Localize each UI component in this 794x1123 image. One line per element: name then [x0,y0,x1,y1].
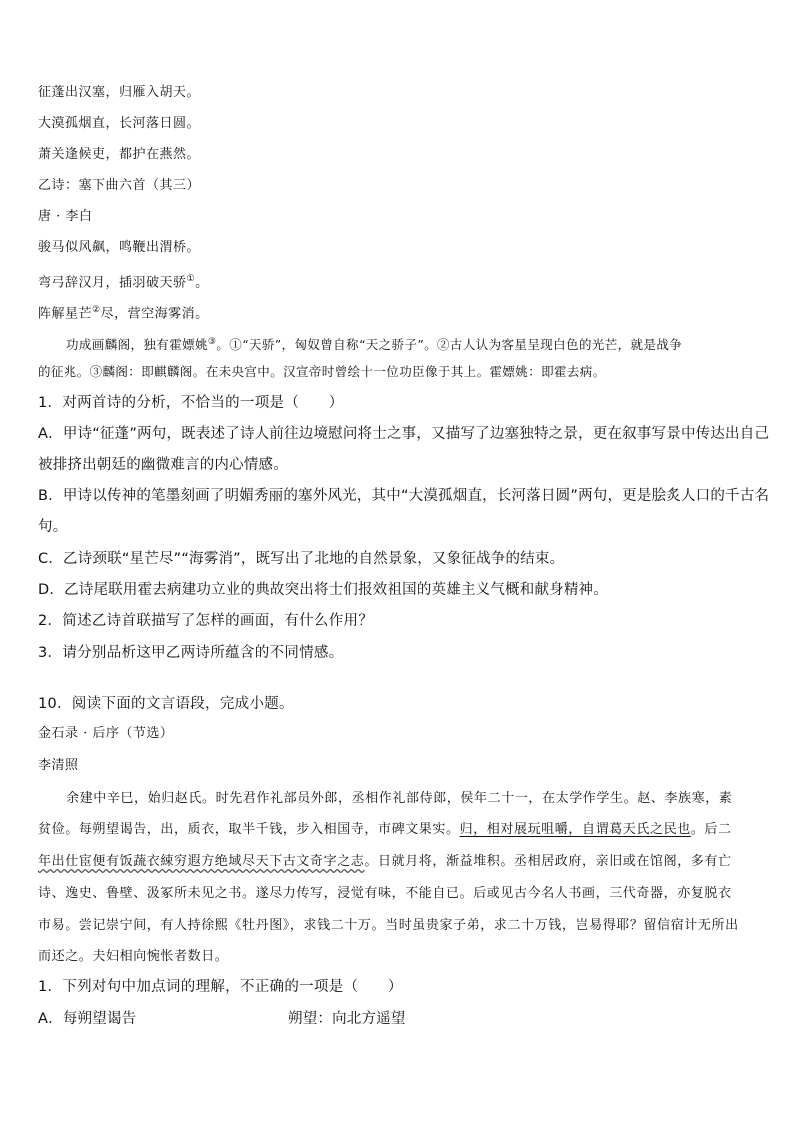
poem-yi-author: 唐 · 李白 [38,209,93,224]
poem-yi-line-3 [38,301,209,323]
passage-line-1: 余建中辛巳，始归赵氏。时先君作礼部员外郎，丞相作礼部侍郎，侯年二十一，在太学作学生。赵、李族寒，素 [66,791,733,806]
wavy-underlined-sentence: 年出仕宦便有饭蔬衣綀穷遐方绝域尽天下古文奇字之志 [38,854,365,869]
question-9-1: 1．对两首诗的分析，不恰当的一项是（ ） [38,395,344,411]
passage-line-4: 诗、逸史、鲁壁、汲冢所未见之书。遂尽力传写，浸觉有味，不能自已。后或见古今名人书画，三代奇器，亦复脱衣 [38,886,732,901]
poem-jia-line-3: 萧关逢候吏，都护在燕然。 [38,147,201,162]
option-a-gloss: 朔望：向北方遥望 [288,1011,406,1027]
poem-yi-line-3-a: 阵解星芒 [38,306,93,322]
option-b-line-2: 句。 [38,519,68,535]
question-10-1-option-a [38,1010,406,1028]
option-d: D．乙诗尾联用霍去病建功立业的典故突出将士们报效祖国的英雄主义气概和献身精神。 [38,582,608,598]
poem-jia-line-1: 征蓬出汉塞，归雁入胡天。 [38,85,201,100]
passage-line-2 [38,821,732,839]
option-b-line-1: B．甲诗以传神的笔墨刻画了明媚秀丽的塞外风光，其中“大漠孤烟直，长河落日圆”两句，更是脍炙人口的千古名 [38,488,770,504]
section-10-author: 李清照 [38,758,79,773]
question-10-1: 1．下列对句中加点词的理解，不正确的一项是（ ） [38,979,403,995]
footnote-mark-2: ② [92,305,101,315]
poem-yi-line-4-with-notes [66,333,682,354]
poem-yi-line-3-b: 尽，营空海雾消。 [100,306,209,322]
section-10-heading: 10．阅读下面的文言语段，完成小题。 [38,696,294,712]
poem-yi-line-2-text: 弯弓辞汉月，插羽破天骄 [38,275,187,291]
underlined-sentence: 归，相对展玩咀嚼，自谓葛天氏之民也 [459,822,691,837]
poem-jia-line-2: 大漠孤烟直，长河落日圆。 [38,116,201,131]
passage-line-2-a: 贫俭。每朔望谒告，出，质衣，取半千钱，步入相国寺，市碑文果实。 [38,822,460,837]
section-10-title: 金石录 · 后序（节选） [38,726,174,741]
poem-yi-line-1: 骏马似风飙，鸣鞭出渭桥。 [38,240,201,255]
passage-line-3-b: 。日就月将，渐益堆积。丞相居政府，亲旧或在馆阁，多有亡 [364,854,732,869]
poem-yi-line-4-a: 功成画麟阁，独有霍嫖姚 [66,337,208,353]
question-9-3: 3．请分别品析这甲乙两诗所蕴含的不同情感。 [38,645,344,661]
passage-line-3 [38,853,732,871]
poem-yi-line-2 [38,270,209,292]
footnote-mark-1: ① [186,274,196,284]
footnote-mark-3: ③ [207,337,217,347]
option-a-line-1: A．甲诗“征蓬”两句，既表述了诗人前往边境慰问将士之事，又描写了边塞独特之景，更在叙事写景中传达出自己 [38,426,770,442]
poem-yi-title: 乙诗：塞下曲六首（其三） [38,178,201,193]
option-a-line-2: 被排挤出朝廷的幽微难言的内心情感。 [38,457,288,473]
passage-line-6: 而还之。夫妇相向惋怅者数日。 [38,949,229,964]
passage-line-5: 市易。尝记崇宁间，有人持徐熙《牡丹图》，求钱二十万。当时虽贵家子弟，求二十万钱，岂易得耶？留信宿计无所出 [38,918,739,933]
poem-yi-line-4-b: 。①“天骄”，匈奴曾自称“天之骄子”。②古人认为客星呈现白色的光芒，就是战争 [216,337,683,353]
passage-line-2-b: 。后二 [690,822,732,837]
poem-yi-line-2-end: 。 [195,275,209,291]
question-9-2: 2．简述乙诗首联描写了怎样的画面，有什么作用？ [38,613,374,629]
option-c: C．乙诗颈联“星芒尽”“海雾消”，既写出了北地的自然景象，又象征战争的结束。 [38,551,565,567]
option-a-text: A．每朔望谒告 [38,1011,137,1027]
poem-yi-note-continued: 的征兆。③麟阁：即麒麟阁。在未央宫中。汉宣帝时曾绘十一位功臣像于其上。霍嫖姚：即霍去病。 [38,364,606,379]
